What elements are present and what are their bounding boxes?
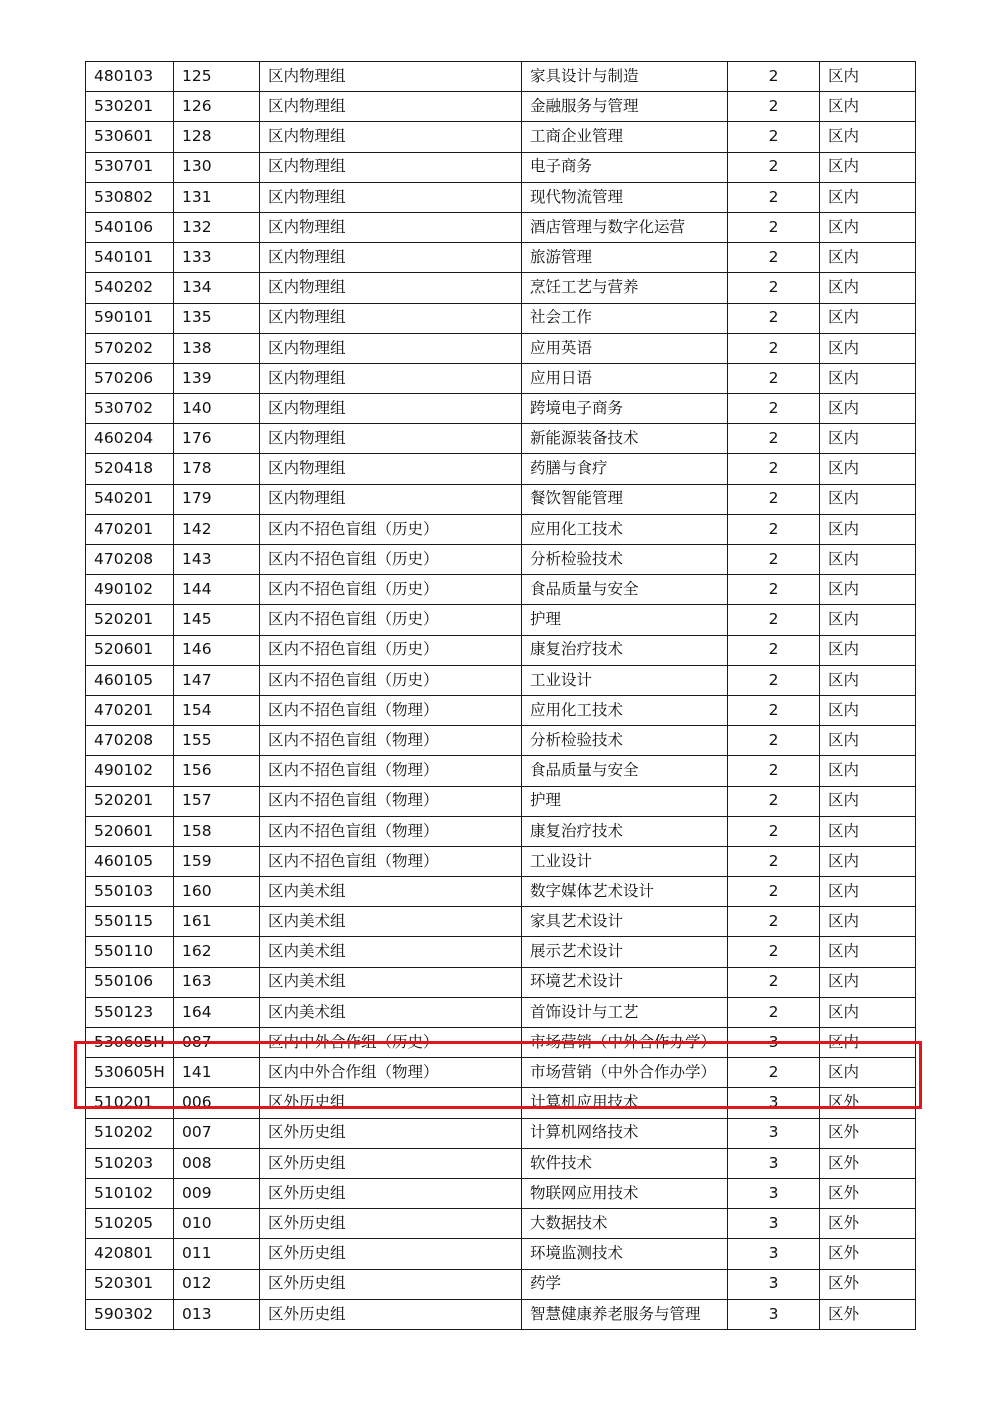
plan-count-cell: 3 <box>728 1269 820 1299</box>
region-cell: 区内 <box>820 273 916 303</box>
plan-count-cell: 2 <box>728 62 820 92</box>
group-name-cell: 区内物理组 <box>260 333 522 363</box>
group-code-cell: 145 <box>174 605 260 635</box>
table-row <box>86 846 916 876</box>
plan-count-cell: 3 <box>728 1028 820 1058</box>
group-code-cell: 142 <box>174 514 260 544</box>
major-name-cell: 展示艺术设计 <box>522 937 728 967</box>
table-row <box>86 1148 916 1178</box>
plan-count-cell: 2 <box>728 152 820 182</box>
group-name-cell: 区外历史组 <box>260 1118 522 1148</box>
major-name-cell: 计算机应用技术 <box>522 1088 728 1118</box>
group-name-cell: 区内不招色盲组（历史） <box>260 575 522 605</box>
group-name-cell: 区外历史组 <box>260 1269 522 1299</box>
group-name-cell: 区外历史组 <box>260 1209 522 1239</box>
region-cell: 区内 <box>820 363 916 393</box>
plan-count-cell: 2 <box>728 907 820 937</box>
major-code-cell: 510201 <box>86 1088 174 1118</box>
group-code-cell: 139 <box>174 363 260 393</box>
plan-count-cell: 2 <box>728 122 820 152</box>
region-cell: 区内 <box>820 394 916 424</box>
major-code-cell: 550115 <box>86 907 174 937</box>
table-row <box>86 122 916 152</box>
table-row <box>86 907 916 937</box>
region-cell: 区内 <box>820 756 916 786</box>
major-name-cell: 家具设计与制造 <box>522 62 728 92</box>
group-code-cell: 126 <box>174 92 260 122</box>
major-name-cell: 食品质量与安全 <box>522 575 728 605</box>
major-code-cell: 470201 <box>86 695 174 725</box>
group-code-cell: 007 <box>174 1118 260 1148</box>
table-row <box>86 62 916 92</box>
group-name-cell: 区外历史组 <box>260 1178 522 1208</box>
major-name-cell: 市场营销（中外合作办学） <box>522 1058 728 1088</box>
major-name-cell: 首饰设计与工艺 <box>522 997 728 1027</box>
table-row <box>86 605 916 635</box>
major-code-cell: 510102 <box>86 1178 174 1208</box>
major-code-cell: 490102 <box>86 575 174 605</box>
table-row <box>86 1028 916 1058</box>
major-code-cell: 530601 <box>86 122 174 152</box>
region-cell: 区内 <box>820 665 916 695</box>
region-cell: 区内 <box>820 997 916 1027</box>
major-name-cell: 餐饮智能管理 <box>522 484 728 514</box>
region-cell: 区内 <box>820 575 916 605</box>
group-name-cell: 区内不招色盲组（物理） <box>260 786 522 816</box>
group-name-cell: 区内物理组 <box>260 62 522 92</box>
group-name-cell: 区内美术组 <box>260 997 522 1027</box>
group-code-cell: 087 <box>174 1028 260 1058</box>
major-code-cell: 540101 <box>86 243 174 273</box>
group-code-cell: 140 <box>174 394 260 424</box>
group-code-cell: 008 <box>174 1148 260 1178</box>
region-cell: 区内 <box>820 877 916 907</box>
group-name-cell: 区内不招色盲组（历史） <box>260 514 522 544</box>
region-cell: 区内 <box>820 726 916 756</box>
table-row <box>86 786 916 816</box>
table-row <box>86 1239 916 1269</box>
group-name-cell: 区外历史组 <box>260 1148 522 1178</box>
region-cell: 区内 <box>820 92 916 122</box>
major-name-cell: 康复治疗技术 <box>522 816 728 846</box>
group-name-cell: 区内物理组 <box>260 243 522 273</box>
group-code-cell: 157 <box>174 786 260 816</box>
major-code-cell: 480103 <box>86 62 174 92</box>
region-cell: 区内 <box>820 152 916 182</box>
major-name-cell: 跨境电子商务 <box>522 394 728 424</box>
region-cell: 区内 <box>820 182 916 212</box>
major-name-cell: 金融服务与管理 <box>522 92 728 122</box>
major-name-cell: 工业设计 <box>522 665 728 695</box>
major-code-cell: 460105 <box>86 846 174 876</box>
region-cell: 区内 <box>820 635 916 665</box>
group-name-cell: 区内物理组 <box>260 212 522 242</box>
major-code-cell: 590101 <box>86 303 174 333</box>
table-row <box>86 695 916 725</box>
major-name-cell: 家具艺术设计 <box>522 907 728 937</box>
group-code-cell: 155 <box>174 726 260 756</box>
group-code-cell: 162 <box>174 937 260 967</box>
group-code-cell: 132 <box>174 212 260 242</box>
major-code-cell: 470208 <box>86 545 174 575</box>
table-row <box>86 1269 916 1299</box>
plan-count-cell: 2 <box>728 756 820 786</box>
region-cell: 区内 <box>820 816 916 846</box>
major-code-cell: 530701 <box>86 152 174 182</box>
major-name-cell: 康复治疗技术 <box>522 635 728 665</box>
group-name-cell: 区内物理组 <box>260 273 522 303</box>
group-name-cell: 区内中外合作组（物理） <box>260 1058 522 1088</box>
region-cell: 区内 <box>820 484 916 514</box>
major-name-cell: 电子商务 <box>522 152 728 182</box>
group-code-cell: 010 <box>174 1209 260 1239</box>
table-row <box>86 877 916 907</box>
major-code-cell: 550110 <box>86 937 174 967</box>
region-cell: 区内 <box>820 424 916 454</box>
major-code-cell: 530702 <box>86 394 174 424</box>
plan-count-cell: 2 <box>728 665 820 695</box>
region-cell: 区内 <box>820 514 916 544</box>
region-cell: 区内 <box>820 545 916 575</box>
group-name-cell: 区内不招色盲组（物理） <box>260 816 522 846</box>
region-cell: 区内 <box>820 243 916 273</box>
table-row <box>86 333 916 363</box>
major-code-cell: 530802 <box>86 182 174 212</box>
table-row <box>86 243 916 273</box>
plan-count-cell: 2 <box>728 816 820 846</box>
major-name-cell: 分析检验技术 <box>522 726 728 756</box>
region-cell: 区内 <box>820 846 916 876</box>
group-code-cell: 141 <box>174 1058 260 1088</box>
major-code-cell: 550103 <box>86 877 174 907</box>
major-name-cell: 社会工作 <box>522 303 728 333</box>
group-code-cell: 138 <box>174 333 260 363</box>
plan-count-cell: 3 <box>728 1178 820 1208</box>
plan-count-cell: 2 <box>728 635 820 665</box>
group-code-cell: 006 <box>174 1088 260 1118</box>
major-name-cell: 应用化工技术 <box>522 514 728 544</box>
group-code-cell: 161 <box>174 907 260 937</box>
major-code-cell: 540106 <box>86 212 174 242</box>
table-row <box>86 635 916 665</box>
table-row <box>86 303 916 333</box>
major-code-cell: 520301 <box>86 1269 174 1299</box>
table-row <box>86 394 916 424</box>
plan-count-cell: 2 <box>728 514 820 544</box>
major-code-cell: 520601 <box>86 635 174 665</box>
table-row <box>86 937 916 967</box>
region-cell: 区内 <box>820 212 916 242</box>
table-row <box>86 273 916 303</box>
plan-count-cell: 2 <box>728 182 820 212</box>
major-code-cell: 510205 <box>86 1209 174 1239</box>
group-code-cell: 134 <box>174 273 260 303</box>
plan-count-cell: 2 <box>728 695 820 725</box>
plan-count-cell: 2 <box>728 967 820 997</box>
table-row <box>86 1118 916 1148</box>
plan-count-cell: 2 <box>728 363 820 393</box>
group-name-cell: 区外历史组 <box>260 1299 522 1329</box>
region-cell: 区外 <box>820 1178 916 1208</box>
major-name-cell: 药学 <box>522 1269 728 1299</box>
major-name-cell: 环境监测技术 <box>522 1239 728 1269</box>
group-code-cell: 011 <box>174 1239 260 1269</box>
region-cell: 区内 <box>820 303 916 333</box>
group-name-cell: 区内美术组 <box>260 877 522 907</box>
region-cell: 区内 <box>820 333 916 363</box>
plan-count-cell: 2 <box>728 394 820 424</box>
table-row <box>86 212 916 242</box>
plan-count-cell: 2 <box>728 786 820 816</box>
major-name-cell: 数字媒体艺术设计 <box>522 877 728 907</box>
plan-count-cell: 2 <box>728 424 820 454</box>
table-row <box>86 1058 916 1088</box>
group-code-cell: 125 <box>174 62 260 92</box>
group-code-cell: 013 <box>174 1299 260 1329</box>
group-name-cell: 区内不招色盲组（物理） <box>260 695 522 725</box>
region-cell: 区内 <box>820 695 916 725</box>
plan-count-cell: 3 <box>728 1239 820 1269</box>
region-cell: 区外 <box>820 1118 916 1148</box>
plan-count-cell: 2 <box>728 726 820 756</box>
group-name-cell: 区内美术组 <box>260 967 522 997</box>
group-code-cell: 179 <box>174 484 260 514</box>
major-name-cell: 工业设计 <box>522 846 728 876</box>
plan-count-cell: 2 <box>728 333 820 363</box>
table-row <box>86 152 916 182</box>
group-name-cell: 区内物理组 <box>260 394 522 424</box>
major-name-cell: 现代物流管理 <box>522 182 728 212</box>
plan-count-cell: 2 <box>728 997 820 1027</box>
table-row <box>86 1088 916 1118</box>
table-row <box>86 1209 916 1239</box>
major-code-cell: 490102 <box>86 756 174 786</box>
group-code-cell: 176 <box>174 424 260 454</box>
major-name-cell: 软件技术 <box>522 1148 728 1178</box>
group-code-cell: 163 <box>174 967 260 997</box>
table-row <box>86 816 916 846</box>
region-cell: 区内 <box>820 454 916 484</box>
major-code-cell: 550106 <box>86 967 174 997</box>
major-name-cell: 烹饪工艺与营养 <box>522 273 728 303</box>
major-code-cell: 590302 <box>86 1299 174 1329</box>
group-name-cell: 区内中外合作组（历史） <box>260 1028 522 1058</box>
group-code-cell: 012 <box>174 1269 260 1299</box>
table-row <box>86 1299 916 1329</box>
major-name-cell: 药膳与食疗 <box>522 454 728 484</box>
group-name-cell: 区内物理组 <box>260 454 522 484</box>
major-name-cell: 应用化工技术 <box>522 695 728 725</box>
region-cell: 区内 <box>820 937 916 967</box>
group-name-cell: 区内不招色盲组（历史） <box>260 635 522 665</box>
group-name-cell: 区内不招色盲组（历史） <box>260 605 522 635</box>
region-cell: 区内 <box>820 1058 916 1088</box>
group-code-cell: 164 <box>174 997 260 1027</box>
major-name-cell: 分析检验技术 <box>522 545 728 575</box>
plan-count-cell: 2 <box>728 92 820 122</box>
major-code-cell: 460204 <box>86 424 174 454</box>
group-name-cell: 区内物理组 <box>260 424 522 454</box>
plan-count-cell: 2 <box>728 303 820 333</box>
group-code-cell: 154 <box>174 695 260 725</box>
group-name-cell: 区内不招色盲组（历史） <box>260 665 522 695</box>
major-name-cell: 应用英语 <box>522 333 728 363</box>
major-name-cell: 计算机网络技术 <box>522 1118 728 1148</box>
group-name-cell: 区内物理组 <box>260 182 522 212</box>
group-code-cell: 130 <box>174 152 260 182</box>
region-cell: 区外 <box>820 1239 916 1269</box>
group-name-cell: 区外历史组 <box>260 1239 522 1269</box>
major-code-cell: 570202 <box>86 333 174 363</box>
plan-count-cell: 2 <box>728 273 820 303</box>
group-name-cell: 区内物理组 <box>260 92 522 122</box>
group-name-cell: 区内物理组 <box>260 484 522 514</box>
group-name-cell: 区内物理组 <box>260 303 522 333</box>
group-code-cell: 178 <box>174 454 260 484</box>
table-row <box>86 997 916 1027</box>
plan-count-cell: 3 <box>728 1148 820 1178</box>
group-code-cell: 159 <box>174 846 260 876</box>
major-name-cell: 旅游管理 <box>522 243 728 273</box>
table-row <box>86 92 916 122</box>
plan-count-cell: 2 <box>728 846 820 876</box>
major-name-cell: 环境艺术设计 <box>522 967 728 997</box>
major-code-cell: 570206 <box>86 363 174 393</box>
major-name-cell: 食品质量与安全 <box>522 756 728 786</box>
major-code-cell: 520201 <box>86 605 174 635</box>
plan-count-cell: 2 <box>728 454 820 484</box>
plan-count-cell: 2 <box>728 545 820 575</box>
major-name-cell: 智慧健康养老服务与管理 <box>522 1299 728 1329</box>
major-name-cell: 护理 <box>522 605 728 635</box>
group-code-cell: 009 <box>174 1178 260 1208</box>
major-code-cell: 420801 <box>86 1239 174 1269</box>
group-name-cell: 区内不招色盲组（历史） <box>260 545 522 575</box>
major-code-cell: 520601 <box>86 816 174 846</box>
region-cell: 区内 <box>820 62 916 92</box>
group-name-cell: 区内不招色盲组（物理） <box>260 756 522 786</box>
major-code-cell: 470208 <box>86 726 174 756</box>
group-name-cell: 区外历史组 <box>260 1088 522 1118</box>
region-cell: 区外 <box>820 1209 916 1239</box>
table-row <box>86 484 916 514</box>
region-cell: 区内 <box>820 1028 916 1058</box>
major-name-cell: 新能源装备技术 <box>522 424 728 454</box>
major-code-cell: 550123 <box>86 997 174 1027</box>
major-code-cell: 540202 <box>86 273 174 303</box>
table-body <box>86 62 916 1330</box>
group-code-cell: 143 <box>174 545 260 575</box>
major-code-cell: 510203 <box>86 1148 174 1178</box>
major-code-cell: 520418 <box>86 454 174 484</box>
group-code-cell: 146 <box>174 635 260 665</box>
major-code-cell: 540201 <box>86 484 174 514</box>
group-code-cell: 147 <box>174 665 260 695</box>
major-code-cell: 460105 <box>86 665 174 695</box>
group-code-cell: 158 <box>174 816 260 846</box>
region-cell: 区外 <box>820 1269 916 1299</box>
group-name-cell: 区内不招色盲组（物理） <box>260 726 522 756</box>
group-name-cell: 区内物理组 <box>260 363 522 393</box>
group-code-cell: 131 <box>174 182 260 212</box>
major-name-cell: 护理 <box>522 786 728 816</box>
region-cell: 区内 <box>820 967 916 997</box>
group-name-cell: 区内物理组 <box>260 122 522 152</box>
major-name-cell: 酒店管理与数字化运营 <box>522 212 728 242</box>
group-name-cell: 区内美术组 <box>260 937 522 967</box>
major-code-cell: 520201 <box>86 786 174 816</box>
table-row <box>86 182 916 212</box>
plan-count-cell: 2 <box>728 937 820 967</box>
major-code-cell: 470201 <box>86 514 174 544</box>
group-name-cell: 区内美术组 <box>260 907 522 937</box>
group-code-cell: 156 <box>174 756 260 786</box>
plan-count-cell: 2 <box>728 212 820 242</box>
region-cell: 区内 <box>820 122 916 152</box>
table-row <box>86 967 916 997</box>
group-code-cell: 135 <box>174 303 260 333</box>
table-row <box>86 514 916 544</box>
major-name-cell: 应用日语 <box>522 363 728 393</box>
table-row <box>86 424 916 454</box>
table-row <box>86 575 916 605</box>
plan-count-cell: 3 <box>728 1118 820 1148</box>
plan-count-cell: 2 <box>728 605 820 635</box>
plan-count-cell: 2 <box>728 575 820 605</box>
group-code-cell: 160 <box>174 877 260 907</box>
region-cell: 区外 <box>820 1299 916 1329</box>
table-row <box>86 545 916 575</box>
group-code-cell: 128 <box>174 122 260 152</box>
table-row <box>86 454 916 484</box>
plan-count-cell: 2 <box>728 243 820 273</box>
group-name-cell: 区内不招色盲组（物理） <box>260 846 522 876</box>
region-cell: 区外 <box>820 1148 916 1178</box>
plan-count-cell: 3 <box>728 1088 820 1118</box>
plan-count-cell: 2 <box>728 877 820 907</box>
major-code-cell: 530605H <box>86 1058 174 1088</box>
plan-count-cell: 3 <box>728 1209 820 1239</box>
major-code-cell: 530605H <box>86 1028 174 1058</box>
plan-count-cell: 2 <box>728 484 820 514</box>
region-cell: 区内 <box>820 605 916 635</box>
table-row <box>86 1178 916 1208</box>
group-code-cell: 133 <box>174 243 260 273</box>
major-name-cell: 市场营销（中外合作办学） <box>522 1028 728 1058</box>
major-name-cell: 工商企业管理 <box>522 122 728 152</box>
region-cell: 区外 <box>820 1088 916 1118</box>
table-row <box>86 665 916 695</box>
table-row <box>86 726 916 756</box>
table-row <box>86 756 916 786</box>
region-cell: 区内 <box>820 907 916 937</box>
major-code-cell: 510202 <box>86 1118 174 1148</box>
table-row <box>86 363 916 393</box>
major-name-cell: 大数据技术 <box>522 1209 728 1239</box>
plan-count-cell: 3 <box>728 1299 820 1329</box>
major-name-cell: 物联网应用技术 <box>522 1178 728 1208</box>
group-name-cell: 区内物理组 <box>260 152 522 182</box>
region-cell: 区内 <box>820 786 916 816</box>
major-code-cell: 530201 <box>86 92 174 122</box>
group-code-cell: 144 <box>174 575 260 605</box>
plan-count-cell: 2 <box>728 1058 820 1088</box>
enrollment-table <box>85 61 916 1330</box>
